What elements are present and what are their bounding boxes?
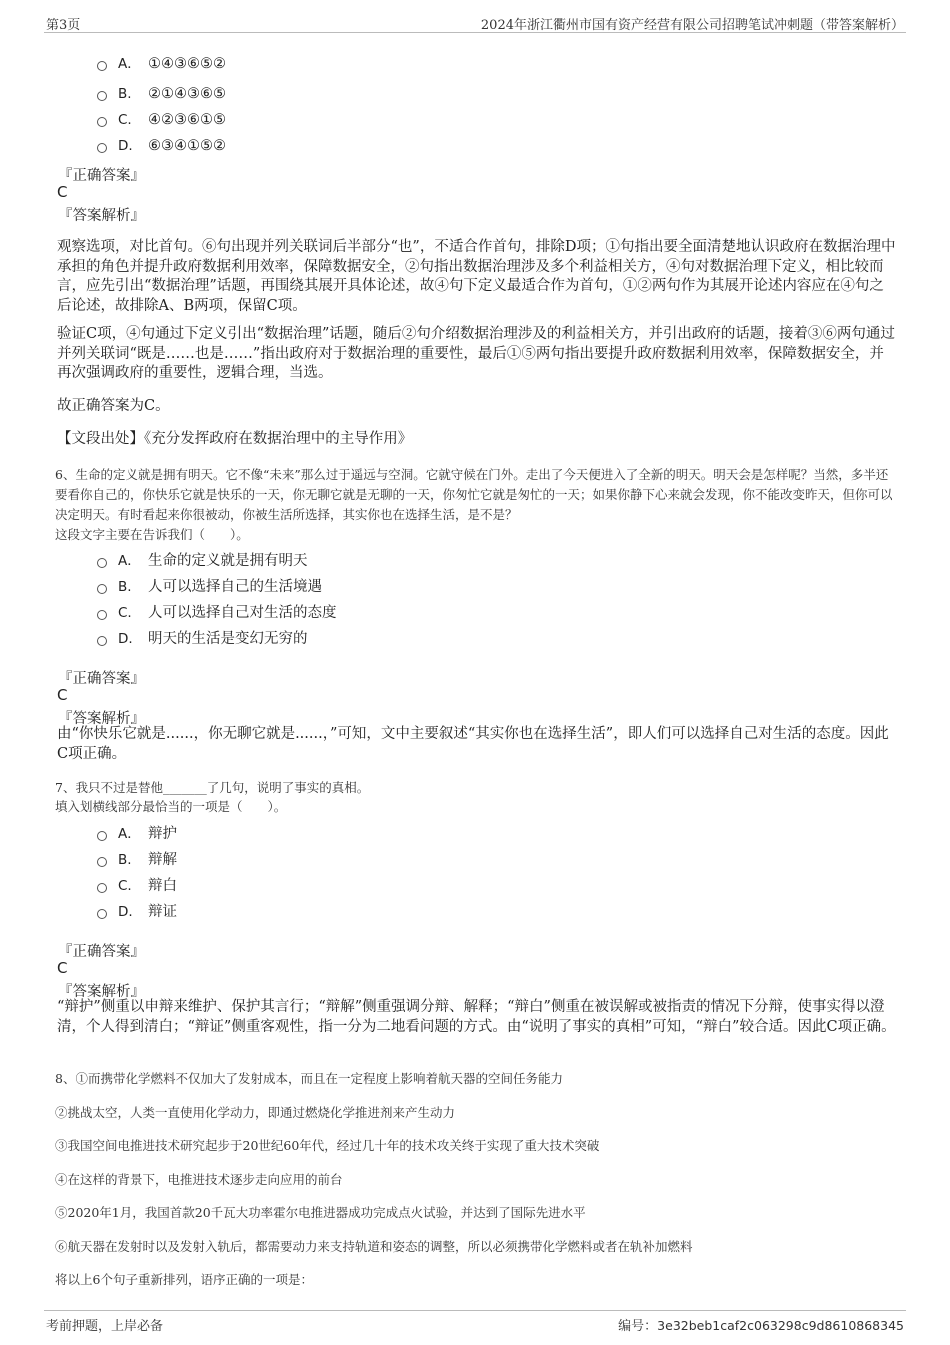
q7-analysis: “辩护”侧重以申辩来维护、保护其言行；“辩解”侧重强调分辩、解释；“辩白”侧重在被误解或被指责的情况下分辩，使事实得以澄清，个人得到清白；“辩证”侧重客观性，指一分为二地看问题的方式。由“说明了事实的真相”可知，“辩白”较合适。因此C项正确。 <box>57 999 896 1035</box>
q5-option-c[interactable]: C. ④②③⑥①⑤ <box>97 112 226 132</box>
q6-analysis-label: 『答案解析』 <box>58 711 145 727</box>
document-title: 2024年浙江衢州市国有资产经营有限公司招聘笔试冲刺题（带答案解析） <box>480 18 904 33</box>
q5-answer: C <box>57 183 68 201</box>
q6-prompt: 这段文字主要在告诉我们（ ）。 <box>55 527 249 542</box>
radio-icon[interactable] <box>97 558 107 568</box>
q8-sentence: ②挑战太空，人类一直使用化学动力，即通过燃烧化学推进剂来产生动力 <box>55 1105 456 1120</box>
q7-stem: 7、我只不过是替他_______了几句，说明了事实的真相。 <box>55 780 370 795</box>
q5-option-d[interactable]: D. ⑥③④①⑤② <box>97 138 226 158</box>
q8-sentence: ④在这样的背景下，电推进技术逐步走向应用的前台 <box>55 1172 343 1187</box>
document-code: 编号：3e32beb1caf2c063298c9d8610868345 <box>618 1318 904 1334</box>
q6-answer-label: 『正确答案』 <box>58 671 145 687</box>
q8-sentence: ⑥航天器在发射时以及发射入轨后，都需要动力来支持轨道和姿态的调整，所以必须携带化学燃料或者在轨补加燃料 <box>55 1239 693 1254</box>
q8-prompt: 将以上6个句子重新排列，语序正确的一项是： <box>55 1272 313 1287</box>
q6-stem: 6、生命的定义就是拥有明天。它不像“未来”那么过于遥远与空洞。它就守候在门外。走出了今天便进入了全新的明天。明天会是怎样呢？当然，多半还要看你自己的，你快乐它就是快乐的一天，你无聊它就是无聊的一天，你匆忙它就是匆忙的一天；如果你静下心来就会发现，你不能改变昨天，但你可以决定明天。有时看起来你很被动，你被生活所选择，其实你也在选择生活，是不是？ <box>55 467 893 522</box>
radio-icon[interactable] <box>97 883 107 893</box>
q7-analysis-label: 『答案解析』 <box>58 984 145 1000</box>
footer-slogan: 考前押题，上岸必备 <box>46 1319 164 1334</box>
radio-icon[interactable] <box>97 117 107 127</box>
q5-source: 【文段出处】《充分发挥政府在数据治理中的主导作用》 <box>57 431 413 447</box>
q5-conclusion: 故正确答案为C。 <box>57 398 170 414</box>
radio-icon[interactable] <box>97 91 107 101</box>
radio-icon[interactable] <box>97 143 107 153</box>
q5-option-b[interactable]: B. ②①④③⑥⑤ <box>97 86 226 106</box>
q6-option-d[interactable]: D. 明天的生活是变幻无穷的 <box>97 627 308 647</box>
q8-sentence: ⑤2020年1月，我国首款20千瓦大功率霍尔电推进器成功完成点火试验，并达到了国际先进水平 <box>55 1205 586 1220</box>
q6-option-a[interactable]: A． 生命的定义就是拥有明天 <box>97 549 308 569</box>
q8-sentence: ③我国空间电推进技术研究起步于20世纪60年代，经过几十年的技术攻关终于实现了重大技术突破 <box>55 1138 600 1153</box>
radio-icon[interactable] <box>97 61 107 71</box>
radio-icon[interactable] <box>97 610 107 620</box>
q7-option-c[interactable]: C. 辩白 <box>97 874 177 894</box>
q7-option-b[interactable]: B. 辩解 <box>97 848 177 868</box>
q6-option-c[interactable]: C. 人可以选择自己对生活的态度 <box>97 601 337 621</box>
q7-option-a[interactable]: A． 辩护 <box>97 822 177 842</box>
q5-answer-label: 『正确答案』 <box>58 168 145 184</box>
q5-analysis-paragraph: 观察选项，对比首句。⑥句出现并列关联词后半部分“也”，不适合作首句，排除D项；①句指出要全面清楚地认识政府在数据治理中承担的角色并提升政府数据利用效率，保障数据安全，②句指出数据治理涉及多个利益相关方，④句对数据治理下定义，相比较而言，应先引出“数据治理”话题，再围绕其展开具体论述，故④句下定义最适合作为首句，①②两句作为其展开论述内容应在④句之后论述，故排除A、B两项，保留C项。 <box>57 239 896 314</box>
q8-sentence: 8、①而携带化学燃料不仅加大了发射成本，而且在一定程度上影响着航天器的空间任务能力 <box>55 1071 563 1086</box>
q7-option-d[interactable]: D. 辩证 <box>97 900 177 920</box>
q7-answer-label: 『正确答案』 <box>58 944 145 960</box>
q7-answer: C <box>57 959 68 977</box>
q5-option-a[interactable]: A． ①④③⑥⑤② <box>97 52 226 72</box>
q6-option-b[interactable]: B. 人可以选择自己的生活境遇 <box>97 575 322 595</box>
page-footer <box>44 1310 906 1333</box>
radio-icon[interactable] <box>97 636 107 646</box>
q6-answer: C <box>57 686 68 704</box>
q5-analysis-paragraph: 验证C项，④句通过下定义引出“数据治理”话题，随后②句介绍数据治理涉及的利益相关方，并引出政府的话题，接着③⑥两句通过并列关联词“既是……也是……”指出政府对于数据治理的重要性，最后①⑤两句指出要提升政府数据利用效率，保障数据安全，并再次强调政府的重要性，逻辑合理，当选。 <box>57 326 895 381</box>
page-number: 第3页 <box>46 18 81 33</box>
q7-prompt: 填入划横线部分最恰当的一项是（ ）。 <box>55 799 287 814</box>
q6-analysis: 由“你快乐它就是......，你无聊它就是......，”可知，文中主要叙述“其实你也在选择生活”，即人们可以选择自己对生活的态度。因此C项正确。 <box>57 726 889 762</box>
radio-icon[interactable] <box>97 857 107 867</box>
radio-icon[interactable] <box>97 909 107 919</box>
radio-icon[interactable] <box>97 584 107 594</box>
q5-analysis-label: 『答案解析』 <box>58 208 145 224</box>
page-header <box>44 12 906 33</box>
radio-icon[interactable] <box>97 831 107 841</box>
